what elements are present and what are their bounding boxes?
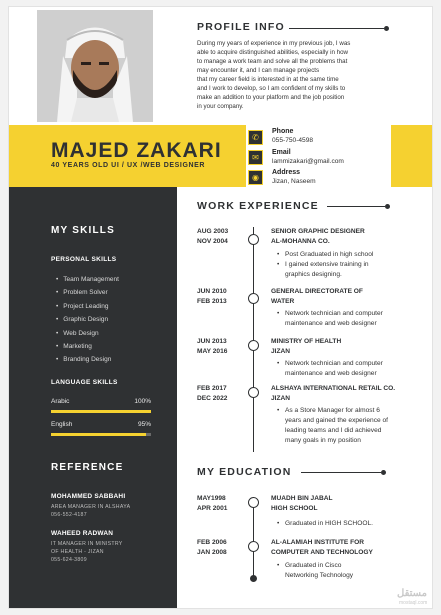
reference-line: AREA MANAGER IN ALSHAYA [51,504,131,510]
language-bar-track [51,433,151,436]
language-percent: 100% [134,398,151,405]
address-value: Jizan, Naseem [272,178,316,185]
watermark-url: mostaql.com [399,600,428,606]
date-start: JUN 2013 [197,338,227,345]
timeline-node [248,387,259,398]
profile-line: in your company. [197,103,244,110]
bullet [277,359,417,379]
education-timeline-line [253,497,254,579]
bullet [277,519,417,529]
profile-line: During my years of experience in my previous job, I was [197,40,351,47]
reference-line: OF HEALTH - JIZAN [51,549,104,555]
phone-icon: ✆ [248,130,263,145]
org-line: MUADH BIN JABAL [271,495,333,502]
work-org [271,287,421,307]
profile-line: make an addition to your platform and the job position [197,94,345,101]
work-bullets [277,406,417,446]
bullet [277,260,417,280]
name-band-right [391,125,433,187]
language-name: English [51,421,73,428]
contact-block [246,125,391,187]
work-bullets [277,250,417,280]
bullet [277,561,417,581]
date-start: FEB 2006 [197,539,227,546]
profile-line: to manage a work team and solve all the problems that [197,58,348,65]
org-line: COMPUTER AND TECHNOLOGY [271,549,373,556]
org-line: GENERAL DIRECTORATE OF [271,288,363,295]
reference-details [51,503,130,519]
skill-item: • Branding Design [56,353,119,366]
profile-line: and I work to develop, so I am confident of my skills to [197,85,346,92]
bullet-text: Graduated in HIGH SCHOOL. [285,520,373,527]
org-line: JIZAN [271,395,291,402]
bullet-text: Network technician and computer [285,310,383,317]
skill-item: • Marketing [56,340,119,353]
skill-item: • Problem Solver [56,286,119,299]
date-start: JUN 2010 [197,288,227,295]
work-org [271,384,421,404]
phone-value: 055-750-4598 [272,137,314,144]
profile-heading-dot [384,26,389,31]
bullet-text: Networking Technology [285,572,354,579]
education-heading: MY EDUCATION [197,466,292,478]
timeline-node [248,340,259,351]
bullet-text: Graduated in Cisco [285,562,342,569]
education-dates [197,538,227,558]
email-value: lammizakari@gmail.com [272,158,344,165]
email-icon: ✉ [248,150,263,165]
language-percent: 95% [137,421,151,428]
skill-item: • Graphic Design [56,313,119,326]
date-start: AUG 2003 [197,228,229,235]
education-org [271,494,421,514]
personal-skills-list [56,273,119,367]
profile-text [197,39,389,111]
date-end: APR 2001 [197,505,228,512]
profile-heading-rule [289,28,384,29]
language-bar-fill [51,410,151,413]
org-line: HIGH SCHOOL [271,505,318,512]
language-skills-heading: LANGUAGE SKILLS [51,379,118,386]
watermark-logo: مستقل [397,588,427,599]
org-line: JIZAN [271,348,291,355]
profile-heading: PROFILE INFO [197,21,285,33]
profile-photo [37,10,153,122]
profile-line: that my career field is interested in at the same time [197,76,339,83]
reference-line: 055-624-3809 [51,557,87,563]
bullet-text: Network technician and computer [285,360,383,367]
reference-details [51,540,123,564]
profile-line: able to acquire distinguished abilities, especially in how [197,49,348,56]
date-end: DEC 2022 [197,395,228,402]
org-line: AL-MOHANNA CO. [271,238,330,245]
language-name: Arabic [51,398,70,405]
reference-name: MOHAMMED SABBAHI [51,493,126,500]
bullet-text: maintenance and web designer [285,370,377,377]
work-heading-dot [385,204,390,209]
education-dates [197,494,227,514]
work-bullets [277,359,417,379]
bullet-text: I gained extensive training in [285,261,369,268]
email-label: Email [272,149,291,156]
work-heading-rule [327,206,385,207]
education-org [271,538,421,558]
date-end: MAY 2016 [197,348,228,355]
candidate-name: MAJED ZAKARI [51,139,222,162]
date-start: MAY1998 [197,495,226,502]
location-icon: ◉ [248,170,263,185]
date-end: JAN 2008 [197,549,227,556]
timeline-end-node [250,575,257,582]
resume-page [8,6,433,609]
bullet-text: As a Store Manager for almost 6 [285,407,380,414]
work-org [271,337,421,357]
skills-heading: MY SKILLS [51,225,115,236]
skill-item: • Project Leading [56,300,119,313]
bullet-text: graphics designing. [285,271,342,278]
bullet-text: Post Graduated in high school [285,251,374,258]
bullet-text: years and gained the experience of [285,417,389,424]
date-end: NOV 2004 [197,238,228,245]
skill-item: • Team Management [56,273,119,286]
bullet [277,309,417,329]
reference-line: 056-552-4187 [51,512,87,518]
timeline-node [248,293,259,304]
bullet [277,250,417,260]
reference-heading: REFERENCE [51,462,124,473]
org-line: SENIOR GRAPHIC DESIGNER [271,228,365,235]
language-bar-fill [51,433,146,436]
date-start: FEB 2017 [197,385,227,392]
reference-line: IT MANAGER IN MINISTRY [51,541,123,547]
phone-label: Phone [272,128,294,135]
skill-item: • Web Design [56,327,119,340]
org-line: MINISTRY OF HEALTH [271,338,342,345]
org-line: WATER [271,298,295,305]
work-dates [197,287,227,307]
date-end: FEB 2013 [197,298,227,305]
timeline-node [248,234,259,245]
address-label: Address [272,169,301,176]
work-dates [197,384,227,404]
profile-line: may encounter it, and I can manage projects [197,67,320,74]
language-bar-track [51,410,151,413]
personal-skills-heading: PERSONAL SKILLS [51,256,117,263]
timeline-node [248,497,259,508]
work-org [271,227,421,247]
education-heading-dot [381,470,386,475]
bullet [277,406,417,446]
work-dates [197,227,228,247]
reference-name: WAHEED RADWAN [51,530,114,537]
org-line: ALSHAYA INTERNATIONAL RETAIL CO. [271,385,396,392]
work-bullets [277,309,417,329]
education-heading-rule [301,472,381,473]
org-line: AL-ALAMIAH INSTITUTE FOR [271,539,365,546]
timeline-node [248,541,259,552]
education-bullets [277,519,417,529]
bullet-text: many goals in my position [285,437,361,444]
candidate-title: 40 YEARS OLD UI / UX /WEB DESIGNER [51,162,206,169]
work-dates [197,337,227,357]
bullet-text: leading teams and I did achieved [285,427,382,434]
work-heading: WORK EXPERIENCE [197,200,319,212]
portrait-image [37,10,153,122]
education-bullets [277,561,417,581]
bullet-text: maintenance and web designer [285,320,377,327]
